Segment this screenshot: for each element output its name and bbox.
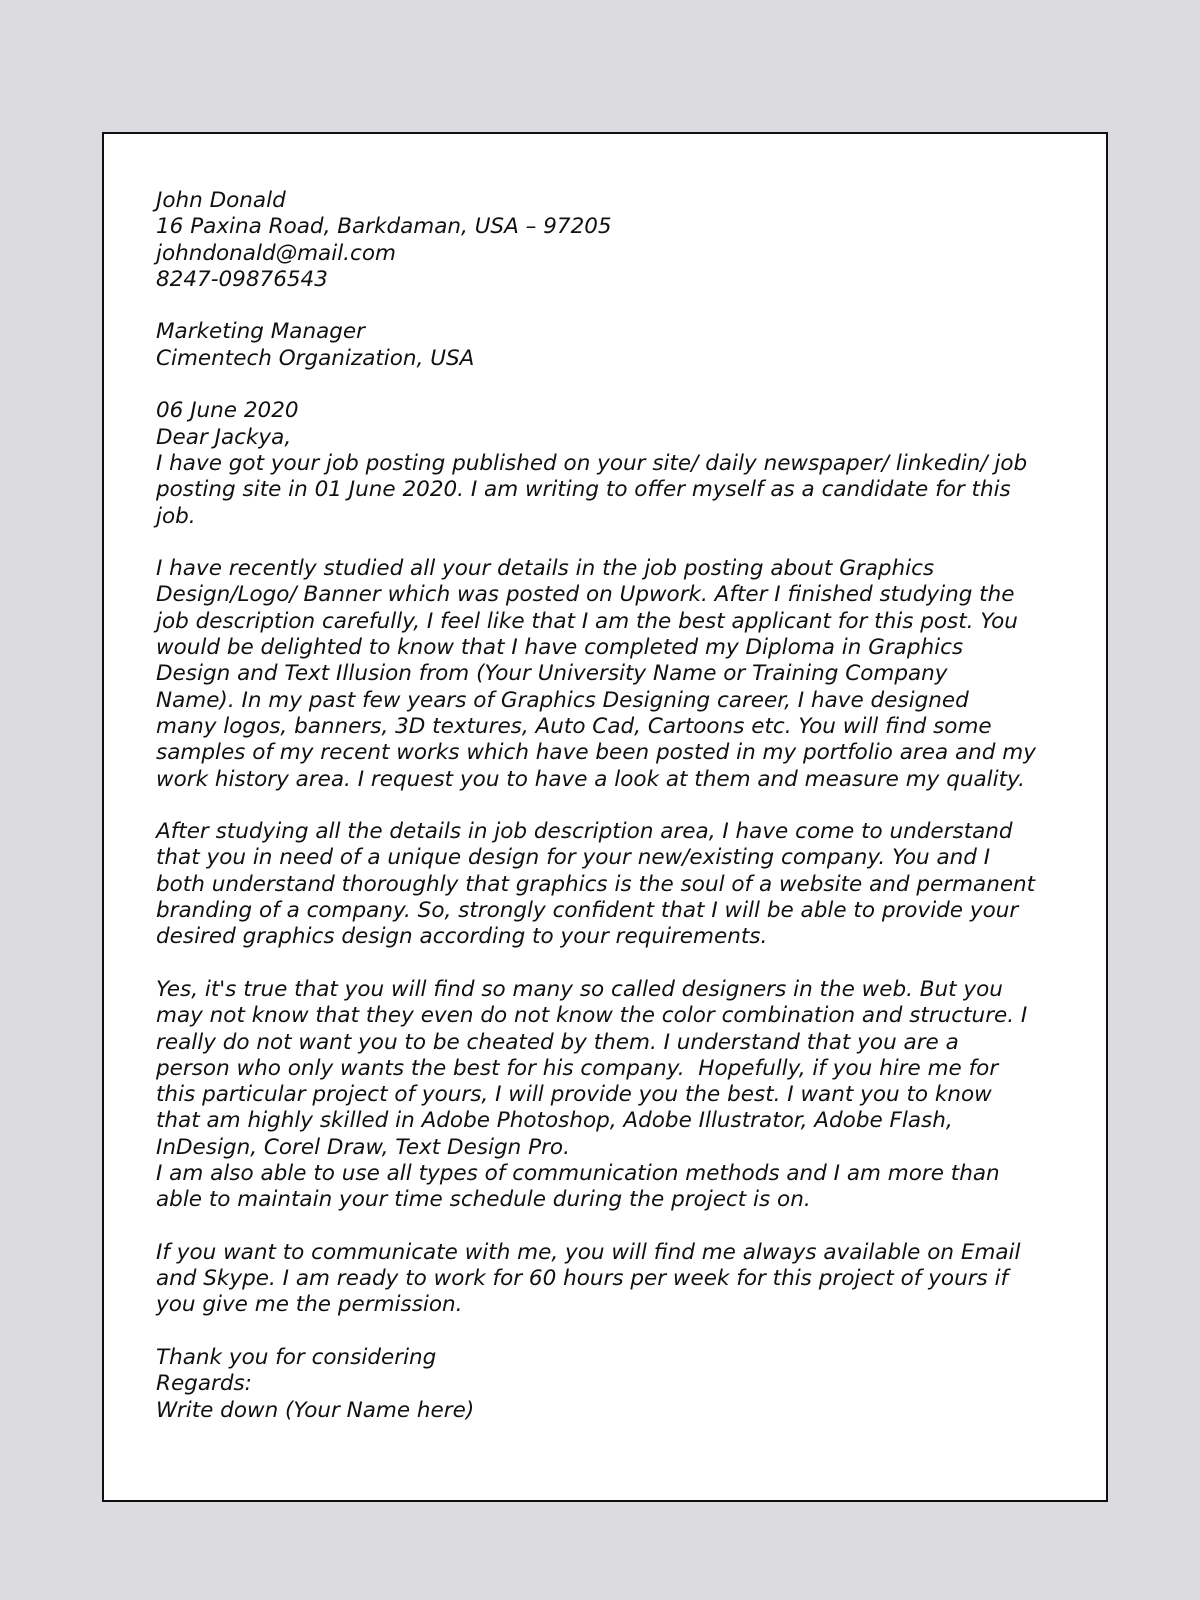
spacer (156, 372, 1076, 398)
paragraph-4 (156, 977, 1076, 1214)
closing-block (156, 1345, 1076, 1424)
paragraph-line: and Skype. I am ready to work for 60 hours per week for this project of yours if (156, 1266, 1009, 1292)
paragraph-line: you give me the permission. (156, 1292, 463, 1318)
letter-page (102, 132, 1108, 1502)
closing-signature: Write down (Your Name here) (156, 1397, 475, 1423)
closing-thanks: Thank you for considering (156, 1345, 437, 1371)
spacer (156, 293, 1076, 319)
paragraph-line: work history area. I request you to have a look at them and measure my quality. (156, 766, 1025, 792)
paragraph-line: really do not want you to be cheated by them. I understand that you are a (156, 1029, 959, 1055)
paragraph-line: Yes, it's true that you will find so many so called designers in the web. But you (156, 976, 1003, 1002)
spacer (156, 1319, 1076, 1345)
paragraph-line: desired graphics design according to your requirements. (156, 924, 768, 950)
sender-address: 16 Paxina Road, Barkdaman, USA – 97205 (156, 214, 612, 240)
recipient-title: Marketing Manager (156, 319, 365, 345)
paragraph-line: If you want to communicate with me, you will find me always available on Email (156, 1239, 1021, 1265)
paragraph-line: would be delighted to know that I have completed my Diploma in Graphics (156, 635, 964, 661)
paragraph-2 (156, 556, 1076, 793)
paragraph-line: may not know that they even do not know the color combination and structure. I (156, 1003, 1028, 1029)
paragraph-line: samples of my recent works which have been posted in my portfolio area and my (156, 740, 1036, 766)
paragraph-line: both understand thoroughly that graphics is the soul of a website and permanent (156, 871, 1036, 897)
paragraph-3 (156, 819, 1076, 950)
paragraph-line: many logos, banners, 3D textures, Auto Cad, Cartoons etc. You will find some (156, 713, 992, 739)
paragraph-line: Name). In my past few years of Graphics Designing career, I have designed (156, 687, 969, 713)
paragraph-1 (156, 451, 1076, 530)
sender-name: John Donald (156, 188, 286, 213)
paragraph-5 (156, 1240, 1076, 1319)
spacer (156, 1214, 1076, 1240)
letter-date: 06 June 2020 (156, 398, 299, 424)
paragraph-line: Design/Logo/ Banner which was posted on Upwork. After I finished studying the (156, 582, 1015, 608)
salutation: Dear Jackya, (156, 424, 292, 450)
paragraph-line: that you in need of a unique design for your new/existing company. You and I (156, 845, 991, 871)
spacer (156, 793, 1076, 819)
paragraph-line: job. (156, 503, 196, 529)
paragraph-line: posting site in 01 June 2020. I am writing to offer myself as a candidate for this (156, 477, 1011, 503)
paragraph-line: able to maintain your time schedule during the project is on. (156, 1187, 811, 1213)
spacer (156, 530, 1076, 556)
letter-body (156, 188, 1076, 1424)
paragraph-line: branding of a company. So, strongly confident that I will be able to provide your (156, 898, 1019, 924)
paragraph-line: InDesign, Corel Draw, Text Design Pro. (156, 1134, 570, 1160)
paragraph-line: this particular project of yours, I will provide you the best. I want you to know (156, 1082, 992, 1108)
paragraph-line: Design and Text Illusion from (Your University Name or Training Company (156, 661, 948, 687)
recipient-block (156, 319, 1076, 372)
paragraph-line: I have got your job posting published on your site/ daily newspaper/ linkedin/ job (156, 450, 1028, 476)
sender-email: johndonald@mail.com (156, 240, 396, 266)
recipient-organization: Cimentech Organization, USA (156, 345, 475, 371)
paragraph-line: job description carefully, I feel like that I am the best applicant for this post. You (156, 608, 1018, 634)
paragraph-line: I am also able to use all types of communication methods and I am more than (156, 1160, 1000, 1186)
sender-phone: 8247-09876543 (156, 266, 328, 292)
paragraph-line: I have recently studied all your details in the job posting about Graphics (156, 556, 935, 582)
paragraph-line: that am highly skilled in Adobe Photoshop, Adobe Illustrator, Adobe Flash, (156, 1108, 953, 1134)
closing-regards: Regards: (156, 1371, 252, 1397)
sender-block (156, 188, 1076, 293)
paragraph-line: person who only wants the best for his company. Hopefully, if you hire me for (156, 1055, 999, 1081)
spacer (156, 951, 1076, 977)
paragraph-line: After studying all the details in job description area, I have come to understand (156, 819, 1013, 845)
